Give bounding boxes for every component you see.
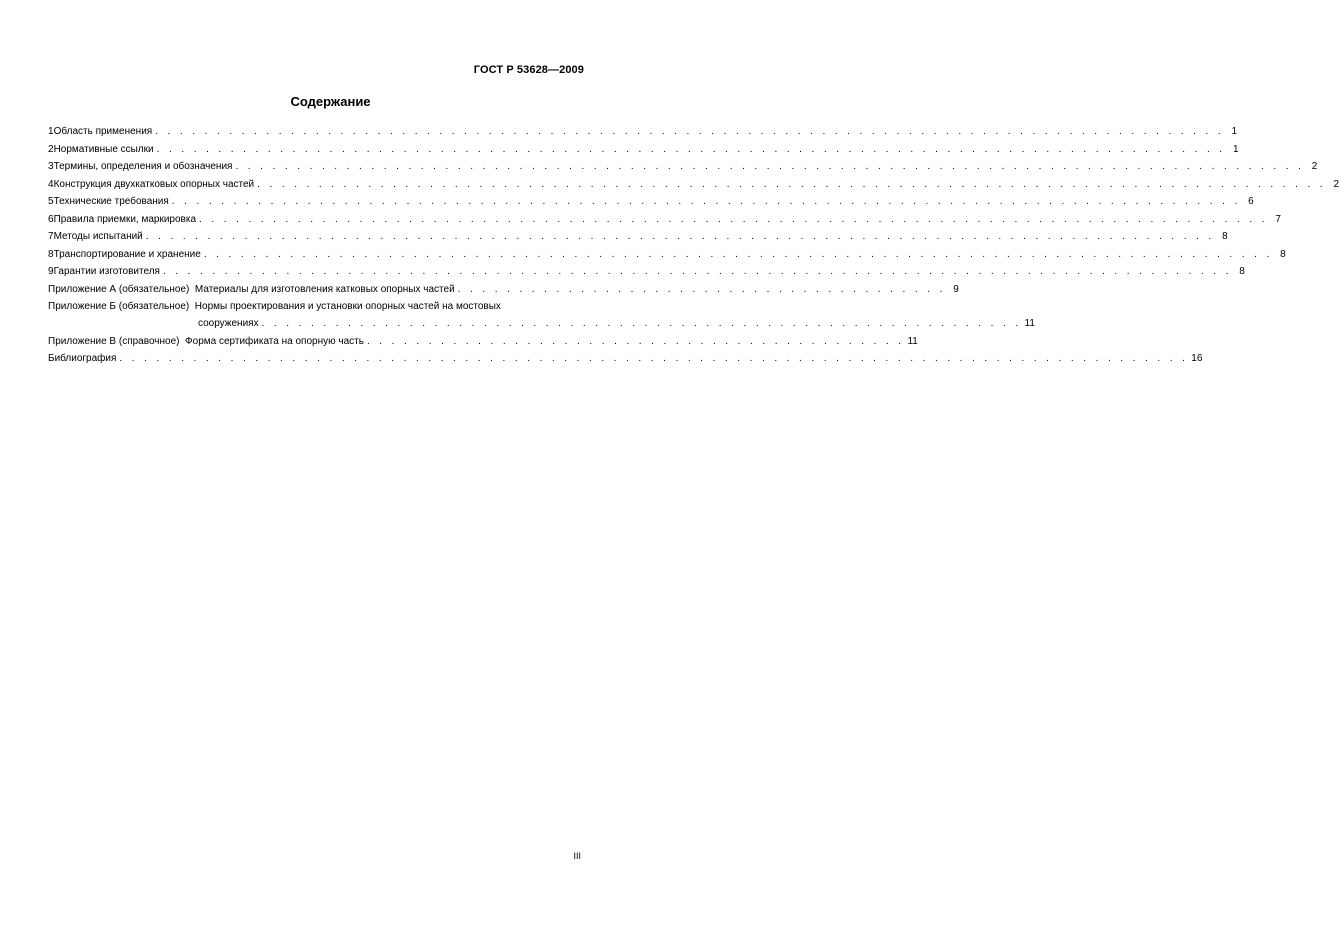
toc-dot-leader: . . . . . . . . . . . . . . . . . . . . . . . . . . . . . . . . . . . . . . . . . . . . . . . . . . . . . . . . . . . . . . . . . . . . . . . . . . . . . . . . . . . . . . .	[156, 143, 1226, 155]
toc-entry-number: 1	[48, 126, 54, 137]
toc-entry-number: 5	[48, 196, 54, 207]
toc-entry[interactable]	[48, 213, 1281, 226]
toc-appendix-title: Материалы для изготовления катковых опорных частей	[194, 283, 455, 295]
toc-entry[interactable]	[48, 248, 1286, 261]
toc-dot-leader: . . . . . . . . . . . . . . . . . . . . . . . . . . . . . . . . . . . . . . . . . . . . . . . . . . . . . . . . . . . . . . . . . . . . . . . . . . . . . . . . . . . . . . .	[257, 178, 1326, 190]
toc-entry-page: 1	[1231, 126, 1238, 137]
toc-entry-bibliography[interactable]	[48, 353, 1203, 365]
toc-dot-leader: . . . . . . . . . . . . . . . . . . . . . . . . . . . . . . . . . . . . . . . . . . . . . . . . . . . . . . . . . . . . . . . . . . . . . . . . . . . . . . . . . . . . . . .	[162, 266, 1232, 277]
toc-entry-number: 9	[48, 266, 54, 277]
toc-entry-appendix-b[interactable]	[48, 301, 1035, 330]
toc-entry[interactable]	[48, 196, 1254, 208]
toc-dot-leader: . . . . . . . . . . . . . . . . . . . . . . . . . . . . . . . . . . . . . . . . . . . . . . . . . . . . . . . . . . . . . . . . . . . . . . . . . . . . . . . . . . . . . . .	[119, 353, 1189, 364]
toc-entry-page: 2	[1333, 178, 1339, 190]
toc-entry-page: 8	[1239, 266, 1245, 277]
toc-entry[interactable]	[48, 143, 1239, 156]
toc-entry-page: 16	[1191, 353, 1203, 364]
toc-dot-leader: . . . . . . . . . . . . . . . . . . . . . . . . . . . . . . . . . . . . . . . . . . . . . . . . . . . . . . . . . . . . . . . . . . . . . . . . . . . . . . . . . . . . . . .	[155, 126, 1225, 137]
toc-entry-page: 11	[907, 335, 918, 347]
toc-entry-label: Область применения	[53, 126, 153, 137]
toc-entry-label: Библиография	[48, 353, 117, 364]
toc-title: Содержание	[290, 94, 371, 109]
toc-dot-leader: . . . . . . . . . . . . . . . . . . . . . . . . . . . . . . . . . . . . . . . . . . . . . . . . . . . . . . . . . . . . . . . . . . . . . . . . . . . . . . . . . . . . . . .	[203, 248, 1273, 260]
toc-entry-label: Правила приемки, маркировка	[53, 213, 197, 225]
toc-appendix-title-continued: сооружениях	[198, 318, 259, 329]
toc-entry-page: 7	[1275, 213, 1281, 225]
toc-dot-leader: . . . . . . . . . . . . . . . . . . . . . . . . . . . . . . . . . . . . . . . .	[457, 283, 946, 295]
toc-entry-label: Методы испытаний	[53, 231, 143, 242]
toc-dot-leader: . . . . . . . . . . . . . . . . . . . . . . . . . . . . . . . . . . . . . . . . . . . .	[366, 335, 905, 347]
toc-entry-number: 3	[48, 161, 54, 172]
toc-entry-page: 9	[953, 283, 959, 295]
toc-entry[interactable]	[48, 161, 1318, 173]
document-code: ГОСТ Р 53628—2009	[473, 64, 584, 76]
toc-entry-appendix-v[interactable]	[48, 335, 918, 348]
table-of-contents	[48, 126, 1339, 371]
toc-entry-number: 7	[48, 231, 54, 242]
toc-entry-page: 6	[1248, 196, 1254, 207]
toc-entry-page: 2	[1311, 161, 1318, 172]
toc-entry-label: Нормативные ссылки	[53, 143, 154, 155]
toc-entry-number: 6	[48, 213, 54, 225]
toc-entry-number: 8	[48, 248, 54, 260]
toc-dot-leader: . . . . . . . . . . . . . . . . . . . . . . . . . . . . . . . . . . . . . . . . . . . . . . . . . . . . . . . . . . . . . . . . . . . . . . . . . . . . . . . . . . . . . . .	[235, 161, 1305, 172]
toc-appendix-title: Форма сертификата на опорную часть	[185, 335, 364, 347]
toc-entry-label: Конструкция двухкатковых опорных частей	[53, 178, 255, 190]
toc-appendix-lead: Приложение Б (обязательное)	[48, 301, 190, 312]
toc-dot-leader: . . . . . . . . . . . . . . . . . . . . . . . . . . . . . . . . . . . . . . . . . . . . . . . . . . . . . . . . . . . . . .	[261, 318, 1022, 329]
toc-entry-label: Гарантии изготовителя	[53, 266, 160, 277]
toc-dot-leader: . . . . . . . . . . . . . . . . . . . . . . . . . . . . . . . . . . . . . . . . . . . . . . . . . . . . . . . . . . . . . . . . . . . . . . . . . . . . . . . . . . . . . . .	[171, 196, 1241, 207]
toc-entry[interactable]	[48, 266, 1245, 278]
toc-entry-page: 8	[1222, 231, 1228, 242]
toc-entry-page: 1	[1232, 143, 1239, 155]
toc-entry-number: 4	[48, 178, 54, 190]
toc-entry-page: 11	[1024, 318, 1035, 329]
page-number: III	[573, 851, 581, 861]
toc-entry[interactable]	[48, 178, 1339, 191]
toc-entry-label: Термины, определения и обозначения	[53, 161, 233, 172]
toc-entry-label: Транспортирование и хранение	[53, 248, 201, 260]
toc-dot-leader: . . . . . . . . . . . . . . . . . . . . . . . . . . . . . . . . . . . . . . . . . . . . . . . . . . . . . . . . . . . . . . . . . . . . . . . . . . . . . . . . . . . . . . .	[199, 213, 1268, 225]
toc-dot-leader: . . . . . . . . . . . . . . . . . . . . . . . . . . . . . . . . . . . . . . . . . . . . . . . . . . . . . . . . . . . . . . . . . . . . . . . . . . . . . . . . . . . . . . .	[145, 231, 1215, 242]
toc-entry-page: 8	[1280, 248, 1286, 260]
toc-entry[interactable]	[48, 126, 1238, 138]
toc-entry[interactable]	[48, 231, 1228, 243]
toc-appendix-lead: Приложение В (справочное)	[48, 335, 180, 347]
toc-appendix-lead: Приложение А (обязательное)	[48, 283, 190, 295]
toc-entry-number: 2	[48, 143, 54, 155]
toc-appendix-title: Нормы проектирования и установки опорных частей на мостовых	[194, 301, 501, 312]
toc-entry-label: Технические требования	[53, 196, 169, 207]
toc-entry-appendix-a[interactable]	[48, 283, 959, 296]
